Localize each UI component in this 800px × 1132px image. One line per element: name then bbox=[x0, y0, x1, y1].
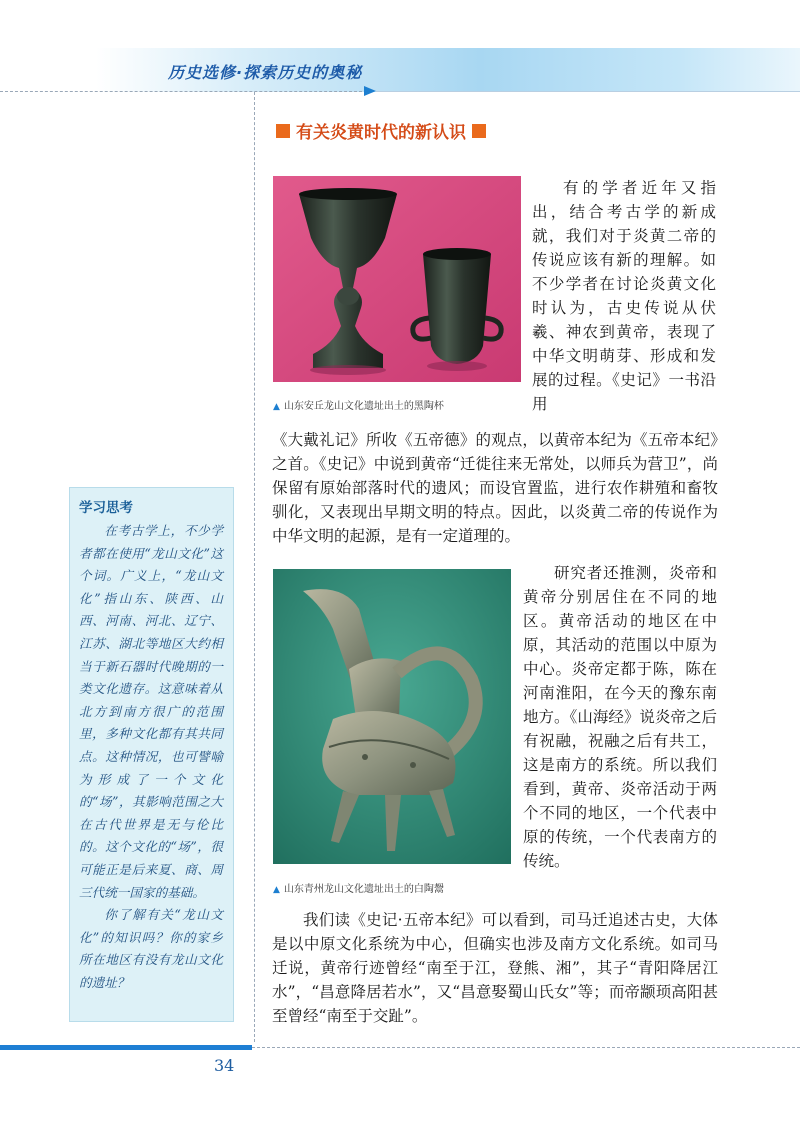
footer-bar bbox=[0, 1045, 252, 1050]
sidebar-title: 学习思考 bbox=[79, 500, 133, 516]
column-divider bbox=[254, 92, 255, 1042]
paragraph-1-wrap bbox=[532, 176, 716, 416]
sidebar-paragraph: 在考古学上，不少学者都在使用“龙山文化”这个词。广义上，“龙山文化”指山东、陕西、山西、河南、河北、辽宁、江苏、湖北等地区大约相当于新石器时代晚期的一类文化遗存。这意味着从北方到南方很广的范围里，多种文化都有其共同点。这种情况，也可譬喻为形成了一个文化的“场”，其影响范围之大在古代世界是无与伦比的。这个文化的“场”，很可能正是后来夏、商、周三代统一国家的基础。 bbox=[79, 523, 223, 900]
section-heading bbox=[276, 118, 486, 143]
triangle-marker-icon: ▲ bbox=[273, 885, 280, 895]
paragraph-2 bbox=[523, 561, 717, 873]
caption-text: 山东青州龙山文化遗址出土的白陶鬶 bbox=[283, 884, 444, 895]
page-number: 34 bbox=[214, 1056, 235, 1075]
header-arrow-icon bbox=[364, 86, 376, 96]
header-rule bbox=[376, 91, 800, 92]
triangle-marker-icon: ▲ bbox=[273, 402, 280, 412]
paragraph-text: 有的学者近年又指出，结合考古学的新成就，我们对于炎黄二帝的传说应该有新的理解。如不少学者在讨论炎黄文化时认为，古史传说从伏羲、神农到黄帝，表现了中华文明萌芽、形成和发展的过程。《史记》一书沿用 bbox=[532, 179, 716, 413]
paragraph-text: 《大戴礼记》所收《五帝德》的观点，以黄帝本纪为《五帝本纪》之首。《史记》中说到黄帝“迁徙往来无常处，以师兵为营卫”，尚保留有原始部落时代的遗风；而设官置监，进行农作耕殖和畜牧驯化，又表现出早期文明的特点。因此，以炎黄二帝的传说作为中华文明的起源，是有一定道理的。 bbox=[272, 431, 718, 545]
square-bullet-icon bbox=[276, 124, 290, 138]
header-divider bbox=[0, 91, 372, 92]
paragraph-1-continued bbox=[272, 428, 718, 548]
section-title: 有关炎黄时代的新认识 bbox=[296, 123, 466, 143]
paragraph-text: 我们读《史记·五帝本纪》可以看到，司马迁追述古史，大体是以中原文化系统为中心，但确实也涉及南方文化系统。如司马迁说，黄帝行迹曾经“南至于江，登熊、湘”，其子“青阳降居江水”，“昌意降居若水”，又“昌意娶蜀山氏女”等；而帝颛顼高阳甚至曾经“南至于交趾”。 bbox=[272, 911, 718, 1025]
caption-text: 山东安丘龙山文化遗址出土的黑陶杯 bbox=[283, 401, 444, 412]
square-bullet-icon bbox=[472, 124, 486, 138]
figure-caption bbox=[273, 397, 444, 412]
paragraph-3 bbox=[272, 908, 718, 1028]
figure-caption bbox=[273, 880, 444, 895]
header-band bbox=[0, 48, 800, 92]
black-pottery-cup-photo bbox=[273, 176, 521, 382]
white-pottery-gui-photo bbox=[273, 569, 511, 864]
black-pottery-cup-illustration bbox=[273, 176, 521, 382]
white-pottery-gui-illustration bbox=[273, 569, 511, 864]
sidebar-question: 你了解有关“龙山文化”的知识吗？你的家乡所在地区有没有龙山文化的遗址？ bbox=[79, 907, 223, 990]
book-title: 历史选修·探索历史的奥秘 bbox=[168, 63, 363, 82]
paragraph-text: 研究者还推测，炎帝和黄帝分别居住在不同的地区。黄帝活动的地区在中原，其活动的范围以中原为中心。炎帝定都于陈，陈在河南淮阳，在今天的豫东南地方。《山海经》说炎帝之后有祝融，祝融之后有共工，这是南方的系统。所以我们看到，黄帝、炎帝活动于两个不同的地区，一个代表中原的传统，一个代表南方的传统。 bbox=[523, 564, 717, 870]
footer-divider bbox=[252, 1047, 800, 1048]
study-sidebar bbox=[69, 487, 234, 1022]
